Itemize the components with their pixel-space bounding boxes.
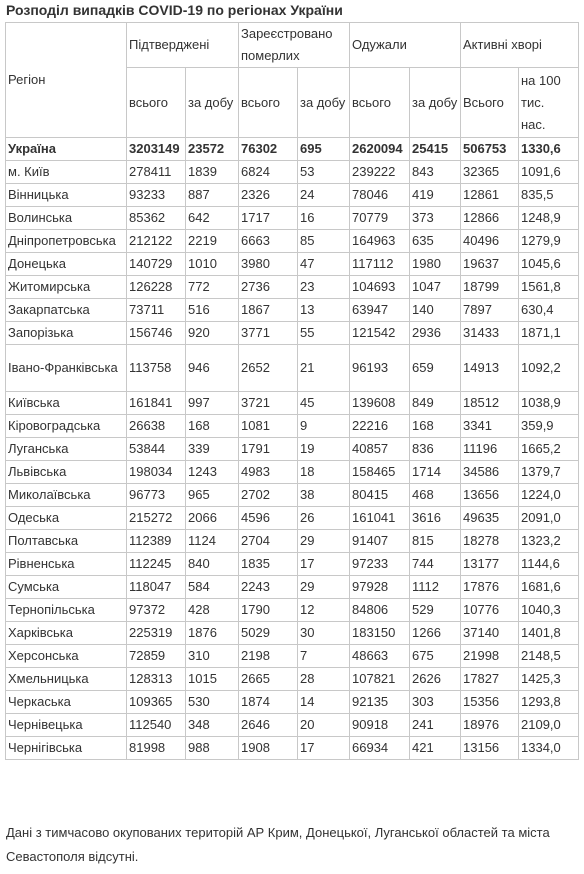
cell-confirmed-daily: 339 xyxy=(186,438,239,461)
cell-active-total: 17827 xyxy=(461,668,519,691)
cell-recovered-total: 97928 xyxy=(350,576,410,599)
cell-confirmed-total: 126228 xyxy=(127,276,186,299)
column-group-recovered: Одужали xyxy=(350,23,461,68)
cell-active-total: 12861 xyxy=(461,184,519,207)
cell-confirmed-daily: 516 xyxy=(186,299,239,322)
cell-confirmed-daily: 584 xyxy=(186,576,239,599)
table-row xyxy=(6,599,579,622)
cell-deaths-total: 3980 xyxy=(239,253,298,276)
cell-active-total: 49635 xyxy=(461,507,519,530)
cell-confirmed-total: 97372 xyxy=(127,599,186,622)
cell-recovered-total: 117112 xyxy=(350,253,410,276)
cell-confirmed-daily: 887 xyxy=(186,184,239,207)
cell-recovered-total: 48663 xyxy=(350,645,410,668)
column-header-active-per100k xyxy=(519,68,579,138)
cell-confirmed-daily: 530 xyxy=(186,691,239,714)
cell-active-total: 12866 xyxy=(461,207,519,230)
cell-recovered-total: 91407 xyxy=(350,530,410,553)
column-group-deaths-line1: Зареєстровано xyxy=(241,26,333,41)
cell-deaths-total: 2665 xyxy=(239,668,298,691)
cell-recovered-total: 104693 xyxy=(350,276,410,299)
cell-recovered-total: 97233 xyxy=(350,553,410,576)
cell-active-per100k: 1224,0 xyxy=(519,484,579,507)
cell-deaths-daily: 29 xyxy=(298,530,350,553)
footnote: Дані з тимчасово окупованих територій АР Крим, Донецької, Луганської областей та міста Севастополя відсутні. xyxy=(6,825,550,864)
table-row xyxy=(6,484,579,507)
cell-active-per100k: 835,5 xyxy=(519,184,579,207)
cell-recovered-total: 239222 xyxy=(350,161,410,184)
cell-confirmed-daily: 988 xyxy=(186,737,239,760)
cell-confirmed-daily: 1015 xyxy=(186,668,239,691)
cell-deaths-daily: 17 xyxy=(298,737,350,760)
cell-active-total: 11196 xyxy=(461,438,519,461)
cell-active-per100k: 1091,6 xyxy=(519,161,579,184)
cell-confirmed-daily: 946 xyxy=(186,345,239,392)
cell-confirmed-total: 156746 xyxy=(127,322,186,345)
cell-confirmed-daily: 1010 xyxy=(186,253,239,276)
column-header-confirmed-total: всього xyxy=(127,68,186,138)
cell-recovered-daily: 241 xyxy=(410,714,461,737)
cell-recovered-daily: 1112 xyxy=(410,576,461,599)
table-row xyxy=(6,622,579,645)
cell-deaths-total: 1835 xyxy=(239,553,298,576)
cell-confirmed-daily: 2219 xyxy=(186,230,239,253)
table-row-total xyxy=(6,138,579,161)
cell-recovered-total: 22216 xyxy=(350,415,410,438)
cell-active-total: 19637 xyxy=(461,253,519,276)
cell-deaths-total: 2646 xyxy=(239,714,298,737)
cell-region-name: Харківська xyxy=(6,622,127,645)
cell-region-name: Чернігівська xyxy=(6,737,127,760)
cell-deaths-total: 2198 xyxy=(239,645,298,668)
cell-deaths-daily: 47 xyxy=(298,253,350,276)
cell-confirmed-total: 112540 xyxy=(127,714,186,737)
cell-region-name: Дніпропетровська xyxy=(6,230,127,253)
column-group-deaths xyxy=(239,23,350,68)
cell-recovered-daily: 675 xyxy=(410,645,461,668)
cell-deaths-daily: 26 xyxy=(298,507,350,530)
cell-recovered-daily: 373 xyxy=(410,207,461,230)
cell-confirmed-daily: 1243 xyxy=(186,461,239,484)
cell-deaths-daily: 7 xyxy=(298,645,350,668)
cell-active-per100k: 2109,0 xyxy=(519,714,579,737)
cell-confirmed-daily: 428 xyxy=(186,599,239,622)
column-header-deaths-total: всього xyxy=(239,68,298,138)
cell-deaths-total: 2326 xyxy=(239,184,298,207)
cell-region-name: Луганська xyxy=(6,438,127,461)
table-row xyxy=(6,438,579,461)
cell-deaths-total: 1791 xyxy=(239,438,298,461)
cell-confirmed-total: 109365 xyxy=(127,691,186,714)
cell-deaths-total: 2652 xyxy=(239,345,298,392)
cell-confirmed-total: 3203149 xyxy=(127,138,186,161)
cell-confirmed-daily: 348 xyxy=(186,714,239,737)
cell-confirmed-daily: 1839 xyxy=(186,161,239,184)
cell-deaths-daily: 53 xyxy=(298,161,350,184)
table-row xyxy=(6,299,579,322)
cell-recovered-daily: 1047 xyxy=(410,276,461,299)
cell-region-name: Одеська xyxy=(6,507,127,530)
cell-active-per100k: 1045,6 xyxy=(519,253,579,276)
cell-deaths-total: 4596 xyxy=(239,507,298,530)
cell-region-name: Україна xyxy=(6,138,127,161)
cell-confirmed-daily: 997 xyxy=(186,392,239,415)
cell-confirmed-daily: 1876 xyxy=(186,622,239,645)
cell-confirmed-total: 278411 xyxy=(127,161,186,184)
cell-confirmed-total: 85362 xyxy=(127,207,186,230)
cell-active-total: 3341 xyxy=(461,415,519,438)
cell-confirmed-daily: 772 xyxy=(186,276,239,299)
cell-deaths-total: 1717 xyxy=(239,207,298,230)
cell-deaths-total: 1790 xyxy=(239,599,298,622)
table-body xyxy=(6,138,579,760)
cell-active-per100k: 1144,6 xyxy=(519,553,579,576)
table-row xyxy=(6,322,579,345)
cell-deaths-daily: 9 xyxy=(298,415,350,438)
table-row xyxy=(6,184,579,207)
cell-region-name: Черкаська xyxy=(6,691,127,714)
cell-active-per100k: 1871,1 xyxy=(519,322,579,345)
cell-recovered-daily: 3616 xyxy=(410,507,461,530)
cell-confirmed-total: 112389 xyxy=(127,530,186,553)
cell-active-total: 31433 xyxy=(461,322,519,345)
cell-active-total: 506753 xyxy=(461,138,519,161)
cell-confirmed-total: 161841 xyxy=(127,392,186,415)
cell-deaths-daily: 29 xyxy=(298,576,350,599)
cell-deaths-total: 76302 xyxy=(239,138,298,161)
cell-confirmed-total: 53844 xyxy=(127,438,186,461)
cell-confirmed-total: 215272 xyxy=(127,507,186,530)
cell-confirmed-daily: 2066 xyxy=(186,507,239,530)
cell-confirmed-total: 128313 xyxy=(127,668,186,691)
table-row xyxy=(6,345,579,392)
cell-deaths-total: 2736 xyxy=(239,276,298,299)
cell-active-total: 18976 xyxy=(461,714,519,737)
cell-active-total: 13156 xyxy=(461,737,519,760)
cell-recovered-daily: 744 xyxy=(410,553,461,576)
cell-region-name: Херсонська xyxy=(6,645,127,668)
cell-active-total: 15356 xyxy=(461,691,519,714)
cell-active-per100k: 1401,8 xyxy=(519,622,579,645)
column-header-active-total: Всього xyxy=(461,68,519,138)
cell-recovered-daily: 2936 xyxy=(410,322,461,345)
cell-region-name: Житомирська xyxy=(6,276,127,299)
column-group-active: Активні хворі xyxy=(461,23,579,68)
cell-active-per100k: 1561,8 xyxy=(519,276,579,299)
cell-deaths-total: 1867 xyxy=(239,299,298,322)
cell-active-total: 40496 xyxy=(461,230,519,253)
cell-active-per100k: 1279,9 xyxy=(519,230,579,253)
cell-active-per100k: 1323,2 xyxy=(519,530,579,553)
cell-deaths-daily: 23 xyxy=(298,276,350,299)
cell-region-name: Чернівецька xyxy=(6,714,127,737)
cell-active-total: 18512 xyxy=(461,392,519,415)
cell-region-name: Івано-Франківська xyxy=(6,345,127,392)
table-row xyxy=(6,576,579,599)
cell-region-name: Тернопільська xyxy=(6,599,127,622)
cell-deaths-daily: 24 xyxy=(298,184,350,207)
cell-confirmed-daily: 168 xyxy=(186,415,239,438)
cell-recovered-daily: 1980 xyxy=(410,253,461,276)
table-row xyxy=(6,207,579,230)
per100k-line3: нас. xyxy=(521,116,546,132)
cell-deaths-total: 6663 xyxy=(239,230,298,253)
header-row-groups xyxy=(6,23,579,68)
cell-recovered-total: 139608 xyxy=(350,392,410,415)
cell-deaths-total: 3721 xyxy=(239,392,298,415)
table-row xyxy=(6,253,579,276)
cell-active-per100k: 1092,2 xyxy=(519,345,579,392)
cell-recovered-daily: 419 xyxy=(410,184,461,207)
table-row xyxy=(6,691,579,714)
column-group-deaths-line2: померлих xyxy=(241,48,300,63)
cell-deaths-daily: 28 xyxy=(298,668,350,691)
cell-confirmed-daily: 920 xyxy=(186,322,239,345)
cell-region-name: Вінницька xyxy=(6,184,127,207)
cell-region-name: Волинська xyxy=(6,207,127,230)
cell-region-name: м. Київ xyxy=(6,161,127,184)
cell-active-total: 34586 xyxy=(461,461,519,484)
cell-deaths-daily: 16 xyxy=(298,207,350,230)
cell-deaths-total: 5029 xyxy=(239,622,298,645)
cell-region-name: Київська xyxy=(6,392,127,415)
cell-active-total: 37140 xyxy=(461,622,519,645)
cell-active-per100k: 1681,6 xyxy=(519,576,579,599)
cell-confirmed-total: 112245 xyxy=(127,553,186,576)
table-row xyxy=(6,161,579,184)
cell-deaths-daily: 19 xyxy=(298,438,350,461)
cell-recovered-total: 40857 xyxy=(350,438,410,461)
cell-recovered-daily: 836 xyxy=(410,438,461,461)
cell-active-per100k: 630,4 xyxy=(519,299,579,322)
table-row xyxy=(6,530,579,553)
cell-active-per100k: 1334,0 xyxy=(519,737,579,760)
cell-active-total: 10776 xyxy=(461,599,519,622)
cell-recovered-daily: 659 xyxy=(410,345,461,392)
cell-region-name: Миколаївська xyxy=(6,484,127,507)
cell-active-per100k: 1038,9 xyxy=(519,392,579,415)
cell-deaths-total: 2243 xyxy=(239,576,298,599)
per100k-line2: тис. xyxy=(521,94,545,110)
column-header-recovered-daily: за добу xyxy=(410,68,461,138)
cell-confirmed-total: 212122 xyxy=(127,230,186,253)
cell-active-per100k: 1665,2 xyxy=(519,438,579,461)
table-row xyxy=(6,230,579,253)
cell-active-per100k: 1248,9 xyxy=(519,207,579,230)
cell-active-total: 13177 xyxy=(461,553,519,576)
column-header-region: Регіон xyxy=(6,23,127,138)
cell-confirmed-daily: 23572 xyxy=(186,138,239,161)
cell-recovered-total: 70779 xyxy=(350,207,410,230)
table-row xyxy=(6,645,579,668)
table-row xyxy=(6,507,579,530)
cell-recovered-daily: 468 xyxy=(410,484,461,507)
cell-recovered-total: 66934 xyxy=(350,737,410,760)
cell-region-name: Львівська xyxy=(6,461,127,484)
cell-recovered-total: 63947 xyxy=(350,299,410,322)
cell-deaths-total: 1081 xyxy=(239,415,298,438)
cell-deaths-daily: 85 xyxy=(298,230,350,253)
cell-recovered-total: 161041 xyxy=(350,507,410,530)
cell-recovered-total: 2620094 xyxy=(350,138,410,161)
cell-recovered-daily: 303 xyxy=(410,691,461,714)
cell-deaths-total: 2702 xyxy=(239,484,298,507)
table-row xyxy=(6,737,579,760)
cell-confirmed-total: 72859 xyxy=(127,645,186,668)
cell-confirmed-daily: 840 xyxy=(186,553,239,576)
cell-confirmed-total: 118047 xyxy=(127,576,186,599)
cell-region-name: Полтавська xyxy=(6,530,127,553)
cell-deaths-daily: 30 xyxy=(298,622,350,645)
column-group-confirmed: Підтверджені xyxy=(127,23,239,68)
cell-recovered-daily: 529 xyxy=(410,599,461,622)
cell-deaths-daily: 12 xyxy=(298,599,350,622)
cell-deaths-total: 2704 xyxy=(239,530,298,553)
cell-active-per100k: 1379,7 xyxy=(519,461,579,484)
cell-confirmed-total: 113758 xyxy=(127,345,186,392)
cell-recovered-total: 96193 xyxy=(350,345,410,392)
per100k-line1: на 100 xyxy=(521,72,561,88)
cell-region-name: Закарпатська xyxy=(6,299,127,322)
cell-recovered-daily: 843 xyxy=(410,161,461,184)
cell-deaths-total: 3771 xyxy=(239,322,298,345)
cell-active-total: 7897 xyxy=(461,299,519,322)
column-header-deaths-daily: за добу xyxy=(298,68,350,138)
cell-deaths-total: 1908 xyxy=(239,737,298,760)
cell-deaths-daily: 21 xyxy=(298,345,350,392)
cell-region-name: Хмельницька xyxy=(6,668,127,691)
table-row xyxy=(6,415,579,438)
cell-confirmed-daily: 310 xyxy=(186,645,239,668)
cell-active-total: 21998 xyxy=(461,645,519,668)
cell-deaths-daily: 55 xyxy=(298,322,350,345)
cell-recovered-daily: 25415 xyxy=(410,138,461,161)
cell-recovered-total: 84806 xyxy=(350,599,410,622)
cell-deaths-daily: 695 xyxy=(298,138,350,161)
cell-recovered-daily: 815 xyxy=(410,530,461,553)
table-row xyxy=(6,276,579,299)
cell-region-name: Кіровоградська xyxy=(6,415,127,438)
cell-confirmed-total: 26638 xyxy=(127,415,186,438)
cell-recovered-total: 80415 xyxy=(350,484,410,507)
cell-active-total: 32365 xyxy=(461,161,519,184)
cell-active-per100k: 1330,6 xyxy=(519,138,579,161)
cell-confirmed-total: 81998 xyxy=(127,737,186,760)
cell-deaths-total: 1874 xyxy=(239,691,298,714)
cell-active-per100k: 359,9 xyxy=(519,415,579,438)
cell-recovered-daily: 849 xyxy=(410,392,461,415)
cell-region-name: Донецька xyxy=(6,253,127,276)
cell-recovered-total: 158465 xyxy=(350,461,410,484)
cell-deaths-daily: 45 xyxy=(298,392,350,415)
column-header-recovered-total: всього xyxy=(350,68,410,138)
cell-confirmed-daily: 642 xyxy=(186,207,239,230)
cell-deaths-total: 4983 xyxy=(239,461,298,484)
cell-deaths-daily: 18 xyxy=(298,461,350,484)
table-row xyxy=(6,714,579,737)
table-row xyxy=(6,553,579,576)
cell-recovered-total: 183150 xyxy=(350,622,410,645)
cell-region-name: Рівненська xyxy=(6,553,127,576)
cell-recovered-total: 164963 xyxy=(350,230,410,253)
cell-deaths-daily: 17 xyxy=(298,553,350,576)
cell-recovered-daily: 1714 xyxy=(410,461,461,484)
cell-confirmed-total: 225319 xyxy=(127,622,186,645)
cell-deaths-daily: 13 xyxy=(298,299,350,322)
cell-active-total: 17876 xyxy=(461,576,519,599)
cell-recovered-total: 92135 xyxy=(350,691,410,714)
cell-recovered-total: 78046 xyxy=(350,184,410,207)
cell-deaths-daily: 14 xyxy=(298,691,350,714)
cell-active-per100k: 1293,8 xyxy=(519,691,579,714)
table-row xyxy=(6,461,579,484)
cell-region-name: Запорізька xyxy=(6,322,127,345)
cell-confirmed-daily: 965 xyxy=(186,484,239,507)
cell-recovered-daily: 140 xyxy=(410,299,461,322)
cell-active-per100k: 1425,3 xyxy=(519,668,579,691)
cell-region-name: Сумська xyxy=(6,576,127,599)
cell-confirmed-daily: 1124 xyxy=(186,530,239,553)
cell-active-total: 18278 xyxy=(461,530,519,553)
cell-recovered-total: 107821 xyxy=(350,668,410,691)
cell-active-total: 13656 xyxy=(461,484,519,507)
cell-recovered-total: 121542 xyxy=(350,322,410,345)
covid-regions-table xyxy=(5,22,579,760)
column-header-confirmed-daily: за добу xyxy=(186,68,239,138)
cell-active-per100k: 1040,3 xyxy=(519,599,579,622)
cell-recovered-total: 90918 xyxy=(350,714,410,737)
cell-deaths-daily: 20 xyxy=(298,714,350,737)
cell-confirmed-total: 198034 xyxy=(127,461,186,484)
cell-confirmed-total: 96773 xyxy=(127,484,186,507)
cell-confirmed-total: 73711 xyxy=(127,299,186,322)
cell-recovered-daily: 1266 xyxy=(410,622,461,645)
cell-active-per100k: 2091,0 xyxy=(519,507,579,530)
table-row xyxy=(6,668,579,691)
cell-confirmed-total: 93233 xyxy=(127,184,186,207)
cell-deaths-daily: 38 xyxy=(298,484,350,507)
cell-active-total: 18799 xyxy=(461,276,519,299)
table-row xyxy=(6,392,579,415)
cell-recovered-daily: 635 xyxy=(410,230,461,253)
cell-recovered-daily: 168 xyxy=(410,415,461,438)
cell-recovered-daily: 421 xyxy=(410,737,461,760)
cell-active-per100k: 2148,5 xyxy=(519,645,579,668)
cell-confirmed-total: 140729 xyxy=(127,253,186,276)
cell-recovered-daily: 2626 xyxy=(410,668,461,691)
page-title: Розподіл випадків COVID-19 по регіонах України xyxy=(6,2,343,18)
cell-active-total: 14913 xyxy=(461,345,519,392)
cell-deaths-total: 6824 xyxy=(239,161,298,184)
